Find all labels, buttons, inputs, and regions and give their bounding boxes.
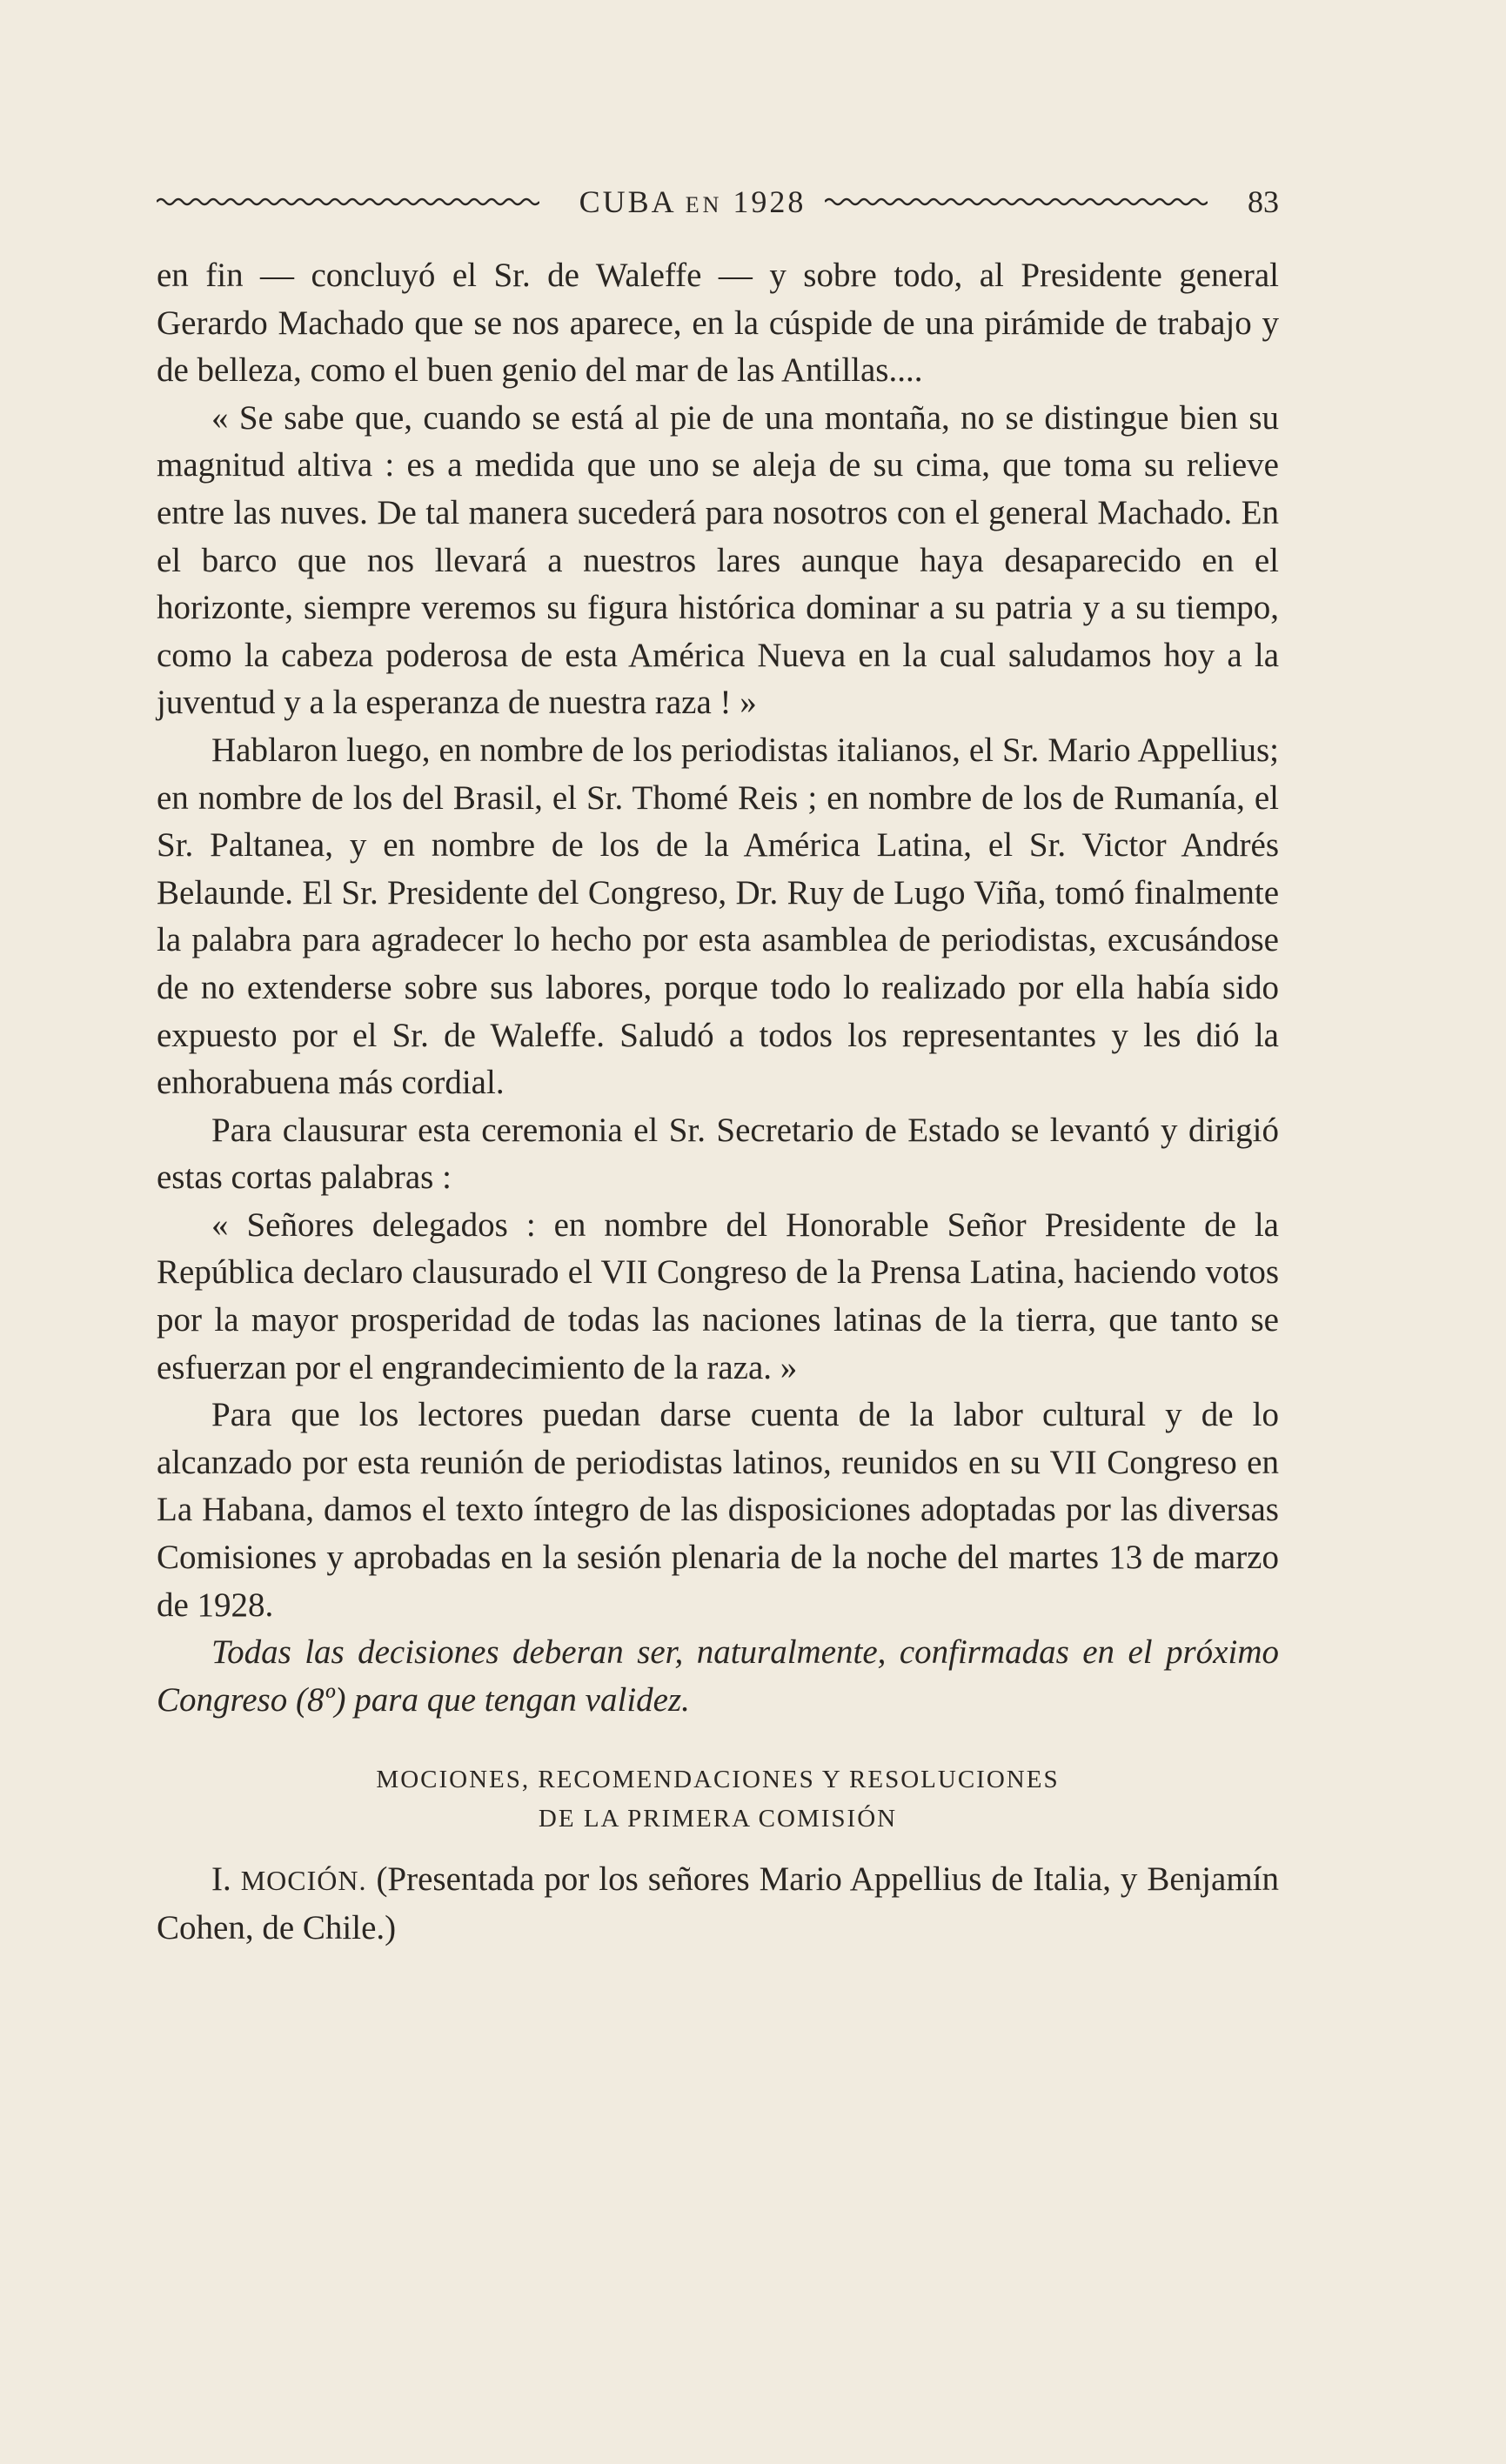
running-title: [579, 184, 807, 220]
running-title-year: 1928: [733, 184, 807, 219]
paragraph: Para que los lectores puedan darse cuenta de la labor cultural y de lo alcanzado por esta reunión de periodistas latinos, reunidos en su VII Congreso en La Habana, damos el texto íntegro de las disposiciones adoptadas por las diversas Comisiones y aprobadas en la sesión plenaria de la noche del martes 13 de marzo de 1928.: [157, 1396, 1279, 1624]
running-title-small: EN: [685, 192, 723, 217]
motion-text: (Presentada por los señores Mario Appellius de Italia, y Benjamín Cohen, de Chile.): [157, 1860, 1279, 1946]
section-heading-line: MOCIONES, RECOMENDACIONES Y RESOLUCIONES: [376, 1766, 1060, 1794]
paragraph: « Señores delegados : en nombre del Honorable Señor Presidente de la República declaro clausurado el VII Congreso de la Prensa Latina, haciendo votos por la mayor prosperidad de todas las naciones latinas de la tierra, que tanto se esfuerzan por el engrandecimiento de la raza. »: [157, 1205, 1279, 1386]
body-text: [157, 252, 1279, 1953]
section-heading-line: DE LA PRIMERA COMISIÓN: [538, 1805, 898, 1833]
paragraph: en fin — concluyó el Sr. de Waleffe — y sobre todo, al Presidente general Gerardo Machado que se nos aparece, en la cúspide de una pirámide de trabajo y de belleza, como el buen genio del mar de las Antillas....: [157, 257, 1279, 390]
wavy-rule-left: [157, 196, 560, 208]
italic-note: Todas las decisiones deberan ser, naturalmente, confirmadas en el próximo Congreso (8º) para que tengan validez.: [157, 1633, 1279, 1719]
paragraph: Para clausurar esta ceremonia el Sr. Secretario de Estado se levantó y dirigió estas cortas palabras :: [157, 1111, 1279, 1197]
wavy-line-ornament: [825, 196, 1208, 208]
wavy-line-ornament: [157, 196, 539, 208]
running-header: [157, 183, 1279, 221]
motion-number: I.: [211, 1860, 231, 1899]
running-title-main: CUBA: [579, 184, 675, 219]
wavy-rule-right: [825, 196, 1228, 208]
paragraph: « Se sabe que, cuando se está al pie de una montaña, no se distingue bien su magnitud altiva : es a medida que uno se aleja de su cima, que toma su relieve entre las nuves. De tal manera sucederá para nosotros con el general Machado. En el barco que nos llevará a nuestros lares aunque haya desaparecido en el horizonte, siempre veremos su figura histórica dominar a su patria y a su tiempo, como la cabeza poderosa de esta América Nueva en la cual saludamos hoy a la juventud y a la esperanza de nuestra raza ! »: [157, 398, 1279, 722]
motion-paragraph: [157, 1856, 1279, 1952]
section-heading: [157, 1760, 1279, 1839]
motion-label: MOCIÓN.: [240, 1865, 367, 1897]
page-number: 83: [1248, 184, 1279, 219]
paragraph: Hablaron luego, en nombre de los periodistas italianos, el Sr. Mario Appellius; en nombre de los del Brasil, el Sr. Thomé Reis ; en nombre de los de Rumanía, el Sr. Paltanea, y en nombre de los de la América Latina, el Sr. Victor Andrés Belaunde. El Sr. Presidente del Congreso, Dr. Ruy de Lugo Viña, tomó finalmente la palabra para agradecer lo hecho por esta asamblea de periodistas, excusándose de no extenderse sobre sus labores, porque todo lo realizado por ella había sido expuesto por el Sr. de Waleffe. Saludó a todos los representantes y les dió la enhorabuena más cordial.: [157, 731, 1279, 1102]
